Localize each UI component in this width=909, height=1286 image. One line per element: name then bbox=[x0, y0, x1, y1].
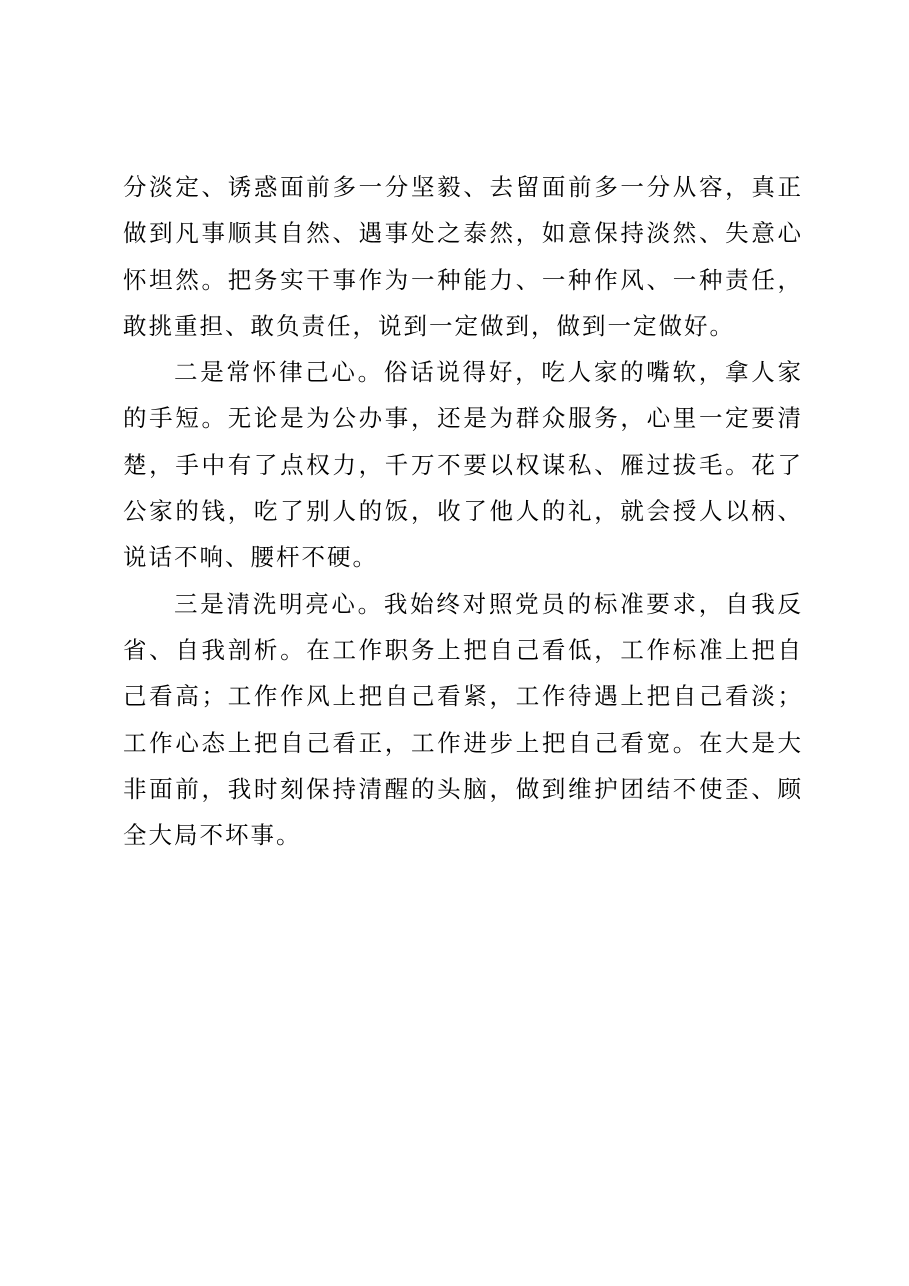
paragraph-self-discipline: 二是常怀律己心。俗话说得好，吃人家的嘴软，拿人家的手短。无论是为公办事，还是为群众服务，心里一定要清楚，手中有了点权力，千万不要以权谋私、雁过拔毛。花了公家的钱，吃了别人的饭，收了他人的礼，就会授人以柄、说话不响、腰杆不硬。 bbox=[123, 358, 803, 572]
document-body bbox=[123, 164, 803, 858]
paragraph-continuation: 分淡定、诱惑面前多一分坚毅、去留面前多一分从容，真正做到凡事顺其自然、遇事处之泰然，如意保持淡然、失意心怀坦然。把务实干事作为一种能力、一种作风、一种责任，敢挑重担、敢负责任，说到一定做到，做到一定做好。 bbox=[123, 173, 803, 340]
paragraph-clear-heart: 三是清洗明亮心。我始终对照党员的标准要求，自我反省、自我剖析。在工作职务上把自己看低，工作标准上把自己看高；工作作风上把自己看紧，工作待遇上把自己看淡；工作心态上把自己看正，工作进步上把自己看宽。在大是大非面前，我时刻保持清醒的头脑，做到维护团结不使歪、顾全大局不坏事。 bbox=[123, 589, 803, 850]
